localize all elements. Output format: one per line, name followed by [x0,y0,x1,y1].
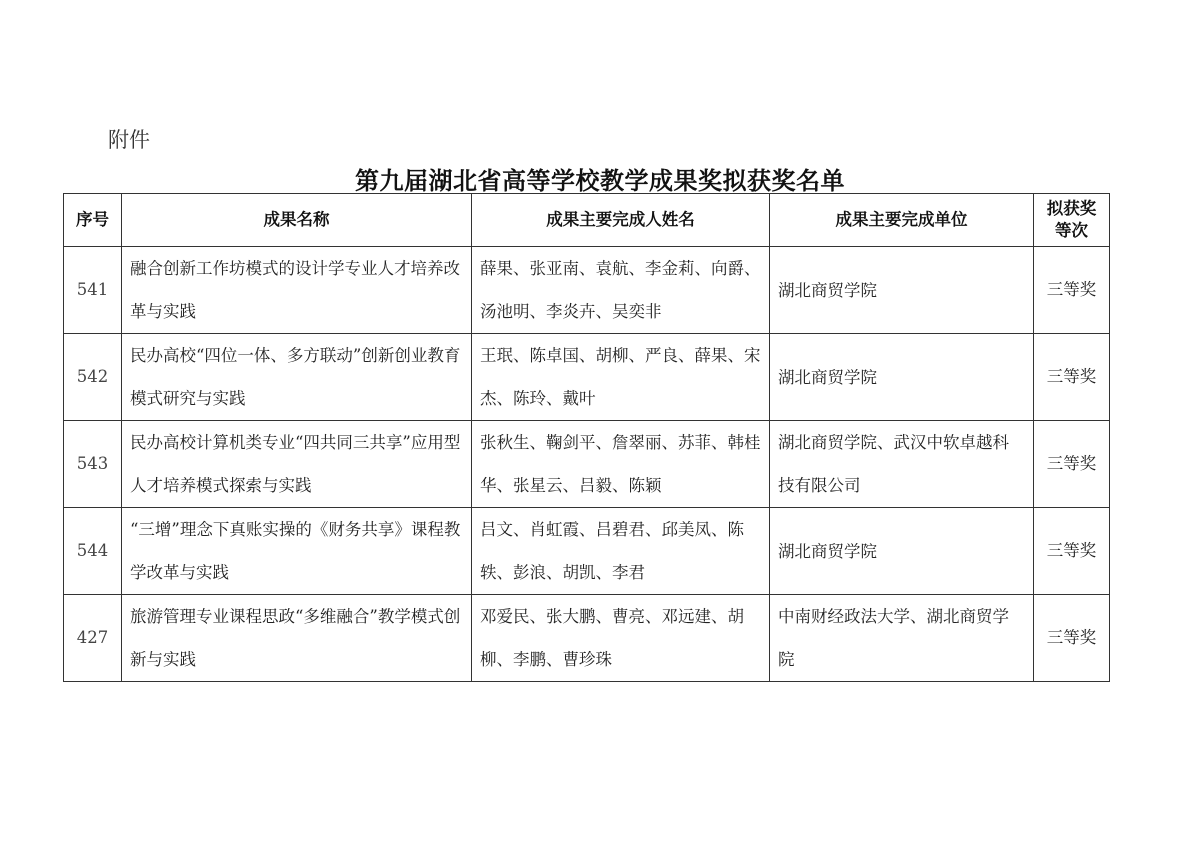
row-name: “三增”理念下真账实操的《财务共享》课程教学改革与实践 [122,508,472,595]
row-level: 三等奖 [1034,508,1110,595]
header-people: 成果主要完成人姓名 [472,194,770,247]
row-people: 邓爱民、张大鹏、曹亮、邓远建、胡柳、李鹏、曹珍珠 [472,595,770,682]
document-title: 第九届湖北省高等学校教学成果奖拟获奖名单 [355,166,845,195]
row-unit: 湖北商贸学院 [770,508,1034,595]
row-no: 541 [64,247,122,334]
row-no: 542 [64,334,122,421]
row-no: 427 [64,595,122,682]
row-unit: 湖北商贸学院 [770,334,1034,421]
header-name: 成果名称 [122,194,472,247]
row-unit: 中南财经政法大学、湖北商贸学院 [770,595,1034,682]
row-name: 民办高校“四位一体、多方联动”创新创业教育模式研究与实践 [122,334,472,421]
header-level: 拟获奖等次 [1034,194,1110,247]
row-name: 旅游管理专业课程思政“多维融合”教学模式创新与实践 [122,595,472,682]
row-unit: 湖北商贸学院 [770,247,1034,334]
row-level: 三等奖 [1034,595,1110,682]
row-people: 吕文、肖虹霞、吕碧君、邱美凤、陈轶、彭浪、胡凯、李君 [472,508,770,595]
award-table [63,193,1110,682]
attachment-label: 附件 [108,128,150,152]
table-row [64,595,1110,682]
row-level: 三等奖 [1034,247,1110,334]
header-no: 序号 [64,194,122,247]
row-people: 薛果、张亚南、袁航、李金莉、向爵、汤池明、李炎卉、吴奕非 [472,247,770,334]
header-unit: 成果主要完成单位 [770,194,1034,247]
table-header-row [64,194,1110,247]
table-row [64,247,1110,334]
row-people: 张秋生、鞠剑平、詹翠丽、苏菲、韩桂华、张星云、吕毅、陈颖 [472,421,770,508]
row-people: 王珉、陈卓国、胡柳、严良、薛果、宋杰、陈玲、戴叶 [472,334,770,421]
row-no: 544 [64,508,122,595]
row-level: 三等奖 [1034,421,1110,508]
row-level: 三等奖 [1034,334,1110,421]
row-unit: 湖北商贸学院、武汉中软卓越科技有限公司 [770,421,1034,508]
table-row [64,421,1110,508]
row-name: 民办高校计算机类专业“四共同三共享”应用型人才培养模式探索与实践 [122,421,472,508]
table-row [64,508,1110,595]
row-no: 543 [64,421,122,508]
row-name: 融合创新工作坊模式的设计学专业人才培养改革与实践 [122,247,472,334]
table-row [64,334,1110,421]
